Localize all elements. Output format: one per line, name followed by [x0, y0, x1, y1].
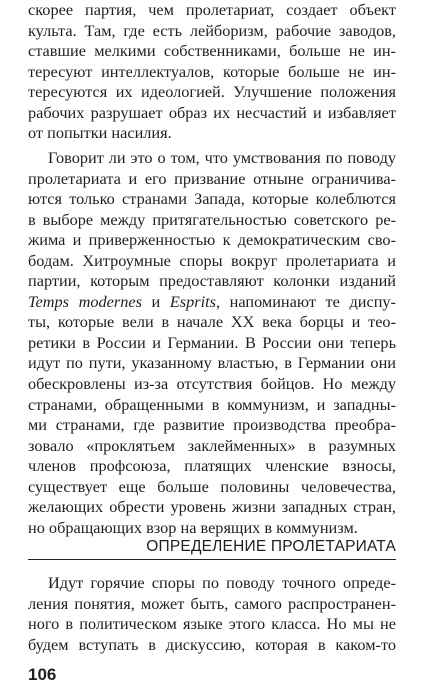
italic-title-temps-modernes: Temps modernes: [28, 291, 142, 311]
text-line: тересуются их идеологией. Улучшение положения: [28, 82, 396, 102]
text-line: членов профсоюза, платящих членские взносы,: [28, 456, 396, 476]
text-line: ты, которые вели в начале XX века борцы и тео-: [28, 312, 396, 332]
text-line: ются только странами Запада, которые колеблются: [28, 189, 396, 209]
text-line: в выборе между притягательностью советского ре-: [28, 209, 396, 229]
text-line: обескровлены из-за отсутствия бойцов. Но между: [28, 374, 396, 394]
text-line-with-italics: [28, 292, 396, 313]
text-line: зовало «проклятьем заклейменных» в разумных: [28, 435, 396, 455]
text-line: скорее партия, чем пролетариат, создает объект: [28, 0, 396, 19]
text-line: будем вступать в дискуссию, которая в каком-то: [28, 634, 396, 654]
text-line: но обращающих взор на верящих в коммунизм.: [28, 517, 358, 537]
text-line: Говорит ли это о том, что умствования по поводу: [48, 148, 396, 167]
text-line: ретики в России и Германии. В России они теперь: [28, 332, 396, 352]
text-segment: и: [141, 291, 170, 311]
text-line: тересуют интеллектуалов, которые больше не ин-: [28, 61, 396, 81]
text-segment: , напоминают те диспу-: [215, 291, 396, 311]
text-line: желающих обрести уровень жизни западных стран,: [28, 497, 396, 517]
text-line: ного в политическом языке этого класса. Но мы не: [28, 614, 396, 634]
text-line: идут по пути, указанному властью, в Германии они: [28, 353, 396, 373]
paragraph-2: [28, 148, 396, 538]
text-line: партии, которым предоставляют колонки изданий: [28, 271, 396, 291]
text-line: ставшие мелкими собственниками, больше не ин-: [28, 41, 396, 61]
section-heading: [28, 537, 396, 560]
text-line: жима и приверженностью к демократическим сво-: [28, 230, 396, 250]
paragraph-3: [28, 573, 396, 655]
page-number: 106: [28, 665, 57, 684]
text-line: культа. Там, где есть лейборизм, рабочие заводов,: [28, 20, 396, 40]
italic-title-esprits: Esprits: [169, 291, 216, 311]
text-line: ми странами, где развитие производства преобра-: [28, 415, 396, 435]
text-line: Идут горячие споры по поводу точного опреде-: [48, 573, 396, 592]
paragraph-1: [28, 0, 396, 144]
text-line: рабочих разрушает образ их несчастий и избавляет: [28, 102, 396, 122]
text-line: странами, обращенными в коммунизм, и западны-: [28, 394, 396, 414]
text-line: существует еще больше половины человечества,: [28, 476, 396, 496]
text-line: от попытки насилия.: [28, 123, 172, 143]
text-line: ления понятия, может быть, самого распространен-: [28, 593, 396, 613]
text-line: пролетариата и его призвание отныне ограничива-: [28, 168, 396, 188]
section-heading-text: ОПРЕДЕЛЕНИЕ ПРОЛЕТАРИАТА: [146, 538, 396, 555]
text-line: бодам. Хитроумные споры вокруг пролетариата и: [28, 250, 396, 270]
